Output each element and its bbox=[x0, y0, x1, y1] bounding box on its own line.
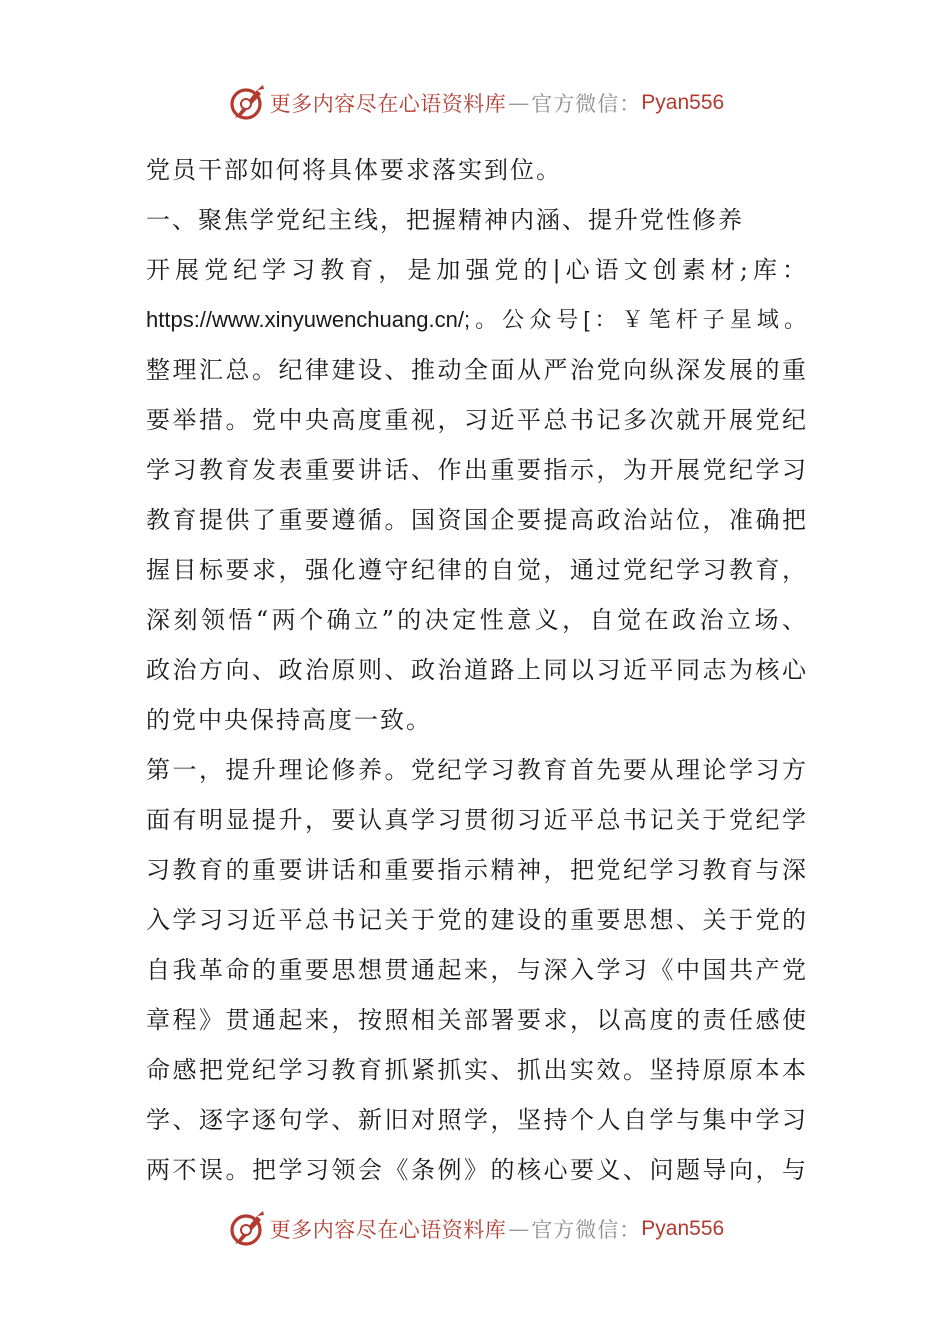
body-line: 握目标要求，强化遵守纪律的自觉，通过党纪学习教育， bbox=[146, 556, 806, 584]
banner-message: 更多内容尽在心语资料库 bbox=[269, 92, 507, 116]
body-line: 深刻领悟“两个确立”的决定性意义，自觉在政治立场、 bbox=[146, 606, 806, 634]
body-line: 第一，提升理论修养。党纪学习教育首先要从理论学习方 bbox=[146, 756, 806, 784]
body-line-url: https://www.xinyuwenchuang.cn/;。公众号[：￥笔杆子星域。 bbox=[146, 307, 806, 332]
banner-message: 更多内容尽在心语资料库 bbox=[269, 1218, 507, 1242]
footer-watermark-banner bbox=[0, 1207, 950, 1251]
body-line: 自我革命的重要思想贯通起来，与深入学习《中国共产党 bbox=[146, 956, 806, 984]
banner-dash: — bbox=[508, 1217, 530, 1241]
body-line: 开展党纪学习教育，是加强党的|心语文创素材;库： bbox=[146, 256, 806, 284]
body-line: 习教育的重要讲话和重要指示精神，把党纪学习教育与深 bbox=[146, 856, 806, 884]
body-line: 党员干部如何将具体要求落实到位。 bbox=[146, 156, 562, 184]
section-heading: 一、聚焦学党纪主线，把握精神内涵、提升党性修养 bbox=[146, 206, 744, 234]
banner-wechat-label: 官方微信： bbox=[531, 1218, 642, 1242]
header-watermark-banner bbox=[0, 81, 950, 125]
body-line: 学习教育发表重要讲话、作出重要指示，为开展党纪学习 bbox=[146, 456, 806, 484]
quill-pen-logo-icon bbox=[226, 1209, 266, 1249]
body-line: 面有明显提升，要认真学习贯彻习近平总书记关于党纪学 bbox=[146, 806, 806, 834]
banner-wechat-label: 官方微信： bbox=[531, 92, 642, 116]
body-line: 命感把党纪学习教育抓紧抓实、抓出实效。坚持原原本本 bbox=[146, 1056, 806, 1084]
document-body bbox=[146, 145, 806, 1195]
banner-dash: — bbox=[508, 91, 530, 115]
body-line: 政治方向、政治原则、政治道路上同以习近平同志为核心 bbox=[146, 656, 806, 684]
body-line: 两不误。把学习领会《条例》的核心要义、问题导向，与 bbox=[146, 1156, 806, 1184]
body-line: 入学习习近平总书记关于党的建设的重要思想、关于党的 bbox=[146, 906, 806, 934]
banner-wechat-id: Pyan556 bbox=[641, 1217, 725, 1240]
body-line: 的党中央保持高度一致。 bbox=[146, 706, 432, 734]
banner-wechat-id: Pyan556 bbox=[641, 91, 725, 114]
body-line: 整理汇总。纪律建设、推动全面从严治党向纵深发展的重 bbox=[146, 356, 806, 384]
body-line: 学、逐字逐句学、新旧对照学，坚持个人自学与集中学习 bbox=[146, 1106, 806, 1134]
body-line: 教育提供了重要遵循。国资国企要提高政治站位，准确把 bbox=[146, 506, 806, 534]
body-line: 要举措。党中央高度重视，习近平总书记多次就开展党纪 bbox=[146, 406, 806, 434]
body-line: 章程》贯通起来，按照相关部署要求，以高度的责任感使 bbox=[146, 1006, 806, 1034]
quill-pen-logo-icon bbox=[226, 83, 266, 123]
